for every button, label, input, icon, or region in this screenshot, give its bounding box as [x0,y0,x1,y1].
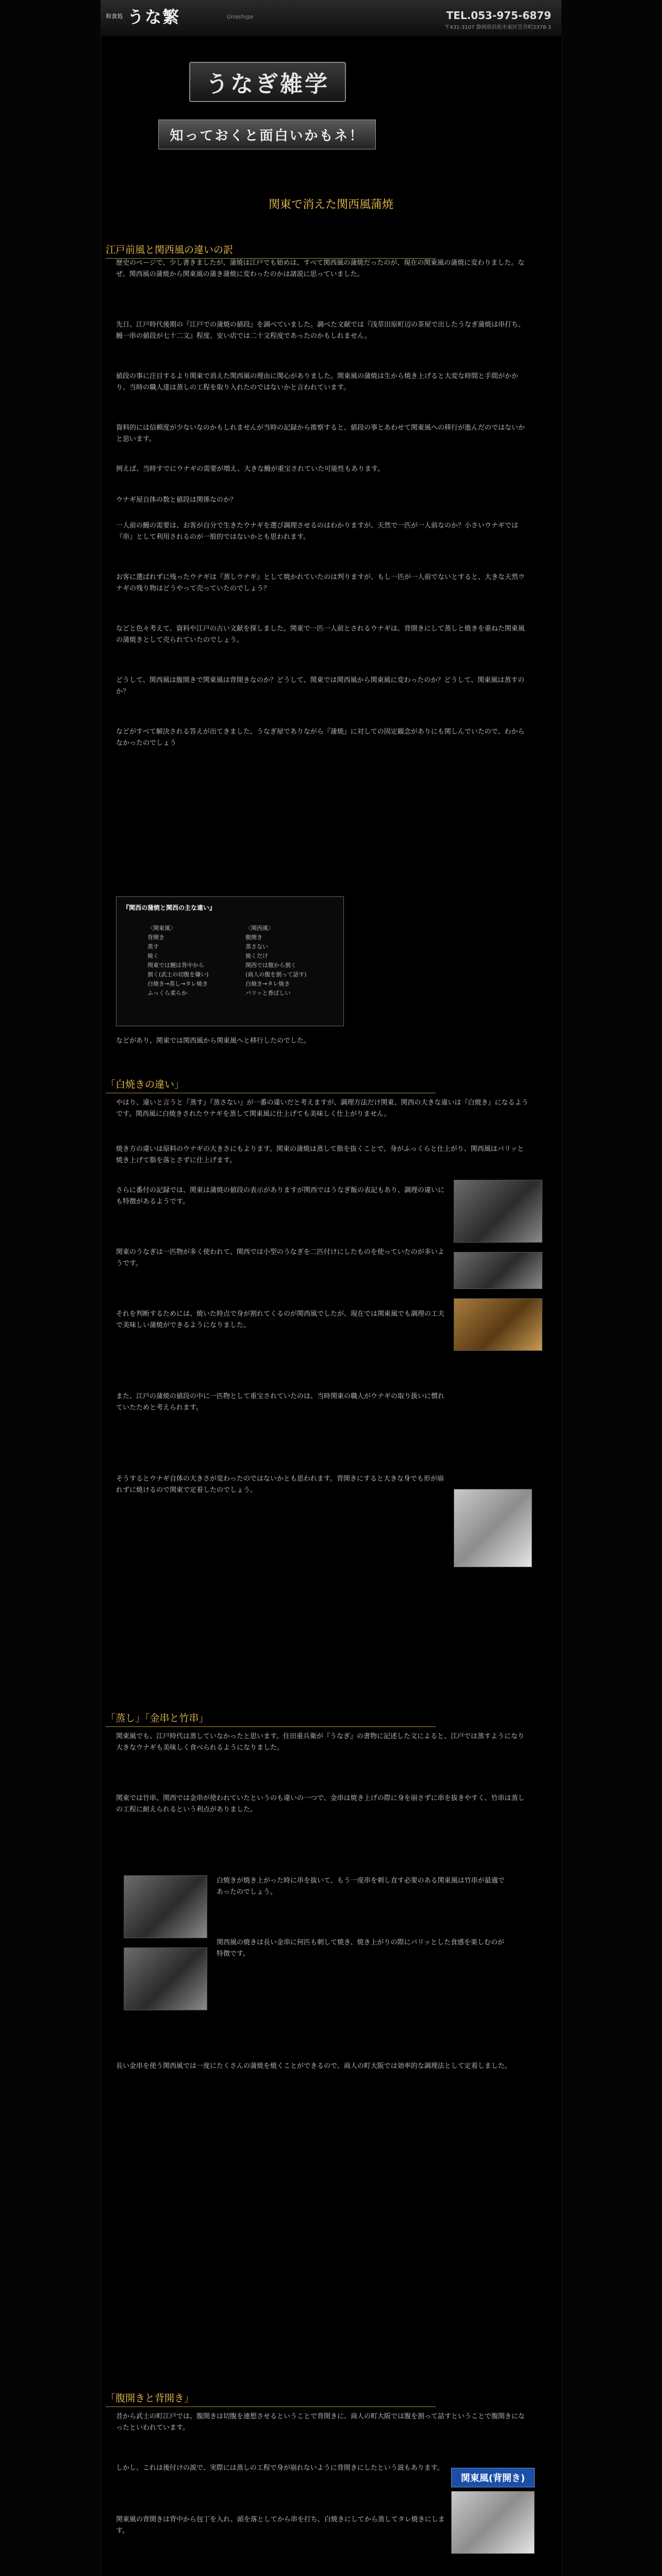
list-item: 焼く [147,953,159,959]
paragraph: などと色々考えて、資料や江戸の古い文献を探しました。関東で一匹一人前とされるウナギは、背開きにして蒸しと焼きを重ねた関東風の蒲焼きとして売られていたのでしょう。 [116,625,525,644]
paragraph: 関東のうなぎは一匹物が多く使われて、関西では小型のうなぎを二匹付けにしたものを使っていたのが多いようです。 [116,1248,444,1267]
section-heading-3: 「蒸し」「金串と竹串」 [106,1710,436,1727]
logo-subtitle: Unashige [227,13,254,20]
paragraph: 歴史のページで、少し書きましたが、蒲焼は江戸でも始めは、すべて関西風の蒲焼だったのが、現在の関東風の蒲焼に変わりました。なぜ、関西風の蒲焼から関東風の蒲き蒲焼に変わったのかは諸説に思っていました。 [116,259,525,278]
list-item: 蒸す [147,943,159,950]
banner-title: うなぎ雑学 [189,62,346,102]
kanto-eel-photo [451,2491,535,2554]
section-heading-4: 「腹開きと背開き」 [106,2391,436,2407]
list-item: パリッと香ばしい [245,990,291,996]
kansai-column [245,924,307,998]
paragraph: 昔から武士の町江戸では、腹開きは切腹を連想させるということで背開きに、商人の町大阪では腹を割って話すということで腹開きになったといわれています。 [116,2413,525,2432]
list-item: 蒸さない [245,943,268,950]
paragraph: それを判断するためには、焼いた時点で身が割れてくるのが関西風でしたが、現在では関東風でも調理の工夫で美味しい蒲焼ができるようになりました。 [116,1310,445,1329]
skewer-photo [124,1875,207,1938]
list-item: 腹開き [245,934,262,941]
section-heading-1: 江戸前風と関西風の違いの訳 [106,242,436,259]
paragraph: やはり、違いと言うと『蒸す』『蒸さない』が一番の違いだと考えますが、調理方法だけ関東、関西の大きな違いは『白焼き』になるようです。関西風に白焼きされたウナギを蒸して関東風に仕上げても美味しく仕上がりません。 [116,1099,528,1118]
paragraph: お客に選ばれずに残ったウナギは『蒸しウナギ』として焼かれていたのは判りますが、もし一匹が一人前でないとすると、大きな天然ウナギの残り物はどうやって売っていたのでしょう？ [116,573,525,592]
list-item: 焼くだけ [245,953,268,959]
paragraph: 関西風の焼きは長い金串に何匹も刺して焼き、焼き上がりの際にパリッとした食感を楽しむのが特徴です。 [217,1939,504,1958]
eel-skewer-photo [454,1489,532,1567]
eel-photo [454,1252,542,1289]
paragraph: 資料的には信頼度が少ないなのかもしれませんが当時の記録から推察すると、値段の事とあわせて関東風への移行が進んだのではないかと思います。 [116,424,525,443]
paragraph: 長い金串を使う関西風では一度にたくさんの蒲焼を焼くことができるので、商人の町大阪では効率的な調理法として定着しました。 [116,2062,511,2070]
comparison-box [116,896,344,1026]
paragraph: 白焼きが焼き上がった時に串を抜いて、もう一度串を刺し直す必要のある関東風は竹串が最適であったのでしょう。 [217,1877,505,1896]
site-header [101,0,561,37]
list-item: 〈関西風〉 [245,925,274,931]
paragraph: 関東風でも、江戸時代は蒸していなかったと思います。住田重兵衛が『うなぎ』の書物に記述した文によると、江戸では蒸すようになり大きなウナギも美味しく食べられるようになりました。 [116,1733,524,1752]
paragraph: 値段の事に注目するより関東で消えた関西風の理由に関心がありました。関東風の蒲焼は生から焼き上げると大変な時間と手間がかかり、当時の職人達は蒸しの工程を取り入れたのではないかと言われています。 [116,372,519,392]
logo-main-text: うな繁 [127,7,180,27]
paragraph: どうして、関西風は腹開きで関東風は背開きなのか？どうして、関東では関西風から関東風に変わったのか？どうして、関東風は蒸すのか？ [116,676,525,696]
banner-subtitle: 知っておくと面白いかもネ！ [158,120,376,149]
paragraph: などがあり、関東では関西風から関東風へと移行したのでした。 [116,1037,311,1045]
site-logo[interactable] [106,4,204,28]
eel-photo [454,1180,542,1243]
address: 〒431-3107 静岡県浜松市東区笠井町2378-3 [444,25,551,30]
paragraph: ウナギ屋自体の数と値段は関係なのか？ [116,496,237,504]
list-item: 背開き [147,934,164,941]
paragraph: 関東では竹串、関西では金串が使われていたというのも違いの一つで、金串は焼き上げの際に身を崩さずに串を抜きやすく、竹串は蒸しの工程に耐えられるという利点がありました。 [116,1794,525,1814]
paragraph: さらに番付の記録では、関東は蒲焼の値段の表示がありますが関西ではうなぎ飯の表記もあり、調理の違いにも特徴があるようです。 [116,1187,445,1206]
paragraph: 関東風の背開きは背中から包丁を入れ、頭を落としてから串を打ち、白焼きにしてから蒸してタレ焼きにします。 [116,2516,445,2535]
list-item: 割く(武士の切腹を嫌い) [147,971,209,978]
kanto-label: 関東風(背開き) [451,2468,535,2487]
paragraph: しかし、これは後付けの説で、実際には蒸しの工程で身が崩れないように背開きにしたという説もあります。 [116,2464,444,2472]
paragraph: 一人前の鰻の需要は、お客が自分で生きたウナギを選び調理させるのはわかりますが、天然で一匹が一人前なのか？小さいウナギでは『串』として利用されるのが一般的ではないかとも思われます。 [116,522,519,541]
section-heading-2: 「白焼きの違い」 [106,1077,436,1093]
paragraph: また、江戸の蒲焼の値段の中に一匹物として重宝されていたのは、当時関東の職人がウナギの取り扱いに慣れていたためと考えられます。 [116,1393,445,1412]
kabayaki-photo [454,1298,542,1351]
list-item: (商人の腹を割って話す) [245,971,307,978]
paragraph: 先日、江戸時代後期の『江戸での蒲焼の値段』を調べていました。調べた文献では『浅草田原町辺の茶屋で出したうなぎ蒲焼は串打ち、鰻一串の値段が七十二文』程度、安い店では二十文程度であったのかもしれません。 [116,321,525,340]
kanto-column [147,924,209,998]
list-item: 白焼き→蒸し→タレ焼き [147,980,208,987]
paragraph: 焼き方の違いは原料のウナギの大きさにもよります。関東の蒲焼は蒸して脂を抜くことで、身がふっくらと仕上がり、関西風はパリッと焼き上げて脂を落とさずに仕上げます。 [116,1145,524,1164]
paragraph: そうするとウナギ自体の大きさが変わったのではないかとも思われます。背開きにすると大きな身でも形が崩れずに焼けるので関東で定着したのでしょう。 [116,1475,444,1494]
list-item: 関東では鰻は背中から [147,962,204,969]
list-item: 〈関東風〉 [147,925,176,931]
list-item: 白焼き→タレ焼き [245,980,290,987]
list-item: 関西では腹から割く [245,962,296,969]
page-title: 関東で消えた関西風蒲焼 [268,198,393,211]
comparison-title: 『関西の蒲焼と関西の主な違い』 [123,904,216,911]
logo-small-text: 和食処 [106,12,123,20]
paragraph: 例えば、当時すでにウナギの需要が増え、大きな鰻が重宝されていた可能性もあります。 [116,465,385,473]
list-item: ふっくら柔らか [147,990,187,996]
paragraph: などがすべて解決される答えが出てきました。うなぎ屋でありながら『蒲焼』に対しての固定観念がありにも関しんでいたので、わからなかったのでしょう [116,728,525,747]
grill-photo [124,1947,207,2010]
phone-number[interactable]: TEL.053-975-6879 [446,9,551,22]
